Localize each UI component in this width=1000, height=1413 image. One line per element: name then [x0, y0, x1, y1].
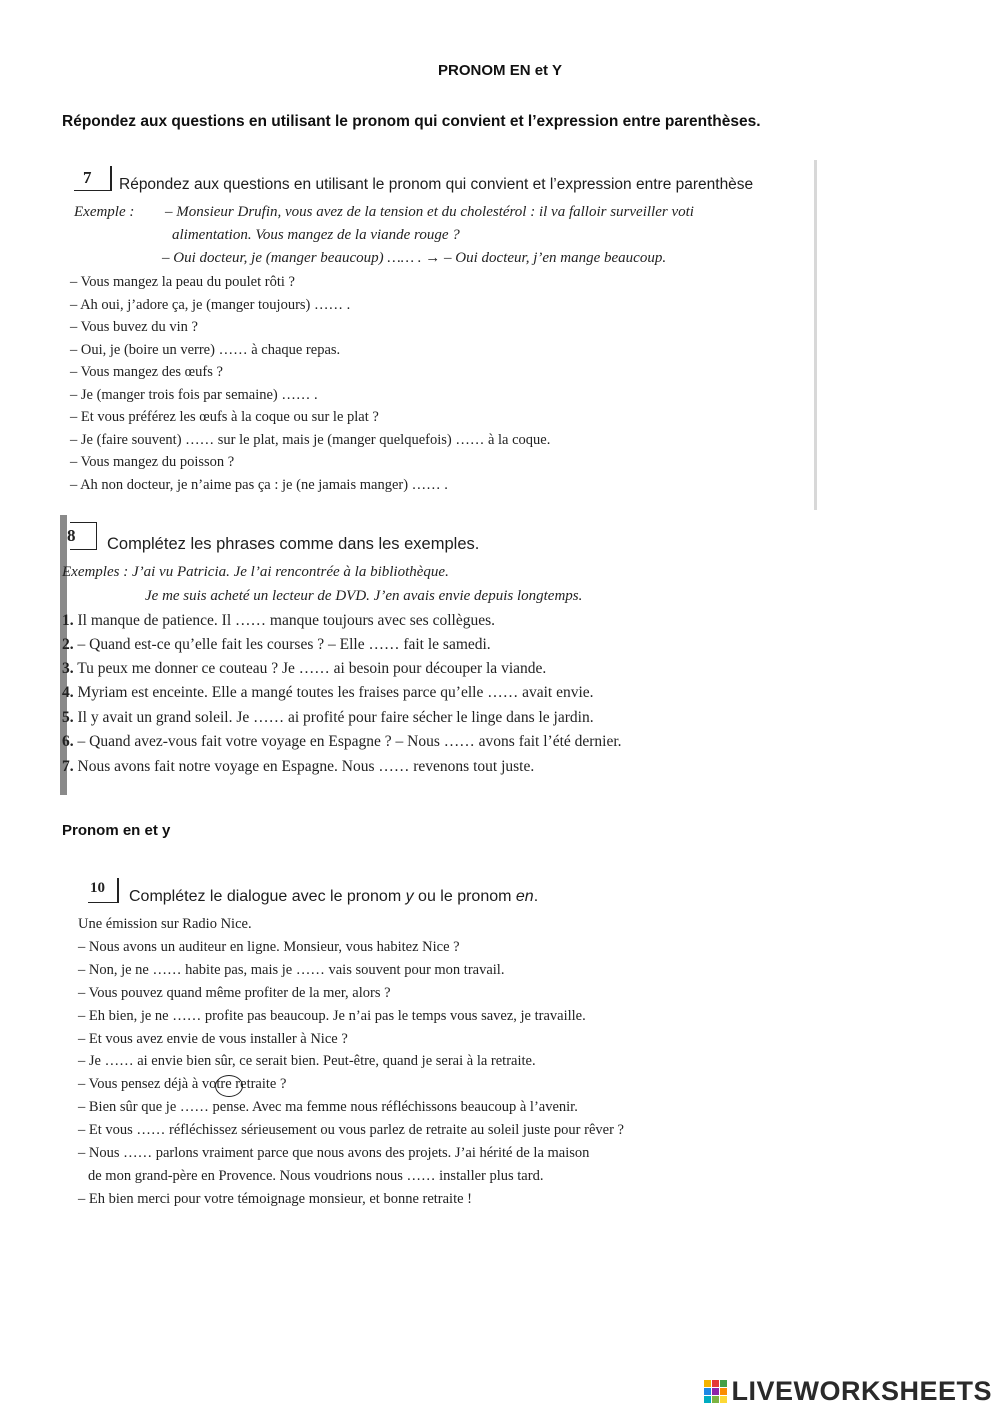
exercise-10-line: – Je …… ai envie bien sûr, ce serait bien. Peut-être, quand je serai à la retraite. [78, 1053, 536, 1069]
exercise-7-example-line: – Oui docteur, je (manger beaucoup) …… . → – Oui docteur, j’en mange beaucoup. [162, 250, 667, 266]
logo-square [704, 1380, 711, 1387]
exercise-10-heading-text: ou le pronom [413, 888, 516, 905]
exercise-10-line: – Vous pensez déjà à votre retraite ? [78, 1076, 287, 1092]
exercise-8-item [62, 636, 491, 654]
exercise-7-line: – Vous buvez du vin ? [70, 319, 198, 335]
exercise-7-line: – Je (manger trois fois par semaine) …… . [70, 387, 318, 403]
exercise-8-item-text: Myriam est enceinte. Elle a mangé toutes les fraises parce qu’elle …… avait envie. [77, 684, 594, 701]
exercise-8 [60, 515, 760, 795]
exercise-10-line: – Eh bien, je ne …… profite pas beaucoup. Je n’ai pas le temps vous savez, je travaille. [78, 1008, 586, 1024]
exercise-7 [62, 160, 822, 510]
logo-square [704, 1396, 711, 1403]
exercise-8-item-number: 1. [62, 612, 74, 629]
exercise-7-example-label: Exemple : [74, 204, 135, 220]
scan-left-bar [60, 515, 67, 795]
logo-text: LIVEWORKSHEETS [731, 1376, 992, 1406]
exercise-7-number-divider [110, 166, 112, 190]
exercise-10-heading-text: . [533, 888, 539, 905]
exercise-8-item-text: – Quand est-ce qu’elle fait les courses ? – Elle …… fait le samedi. [77, 636, 491, 653]
exercise-8-item [62, 660, 546, 678]
exercise-8-item-number: 3. [62, 660, 74, 677]
exercise-7-line: – Vous mangez des œufs ? [70, 364, 223, 380]
exercise-10-line: – Eh bien merci pour votre témoignage monsieur, et bonne retraite ! [78, 1191, 473, 1207]
exercise-8-item-number: 6. [62, 733, 74, 750]
exercise-8-item [62, 684, 594, 702]
page-instruction: Répondez aux questions en utilisant le pronom qui convient et l’expression entre parenthèses. [62, 113, 761, 130]
exercise-10-line: – Nous avons un auditeur en ligne. Monsieur, vous habitez Nice ? [78, 939, 460, 955]
exercise-8-item-number: 7. [62, 758, 74, 775]
exercise-7-line: – Ah oui, j’adore ça, je (manger toujours) …… . [70, 297, 351, 313]
exercise-10-line: – Non, je ne …… habite pas, mais je …… vais souvent pour mon travail. [78, 962, 505, 978]
exercise-10-number-box [88, 880, 118, 903]
exercise-7-number-box [74, 168, 112, 191]
exercise-8-number-box [67, 522, 97, 550]
exercise-7-line: – Vous mangez la peau du poulet rôti ? [70, 274, 295, 290]
section-subtitle: Pronom en et y [62, 822, 171, 839]
exercise-7-number: 7 [83, 168, 92, 187]
exercise-10-number: 10 [90, 880, 105, 896]
exercise-7-line: – Vous mangez du poisson ? [70, 454, 235, 470]
exercise-10-line: Une émission sur Radio Nice. [78, 916, 252, 932]
exercise-7-line: – Je (faire souvent) …… sur le plat, mais je (manger quelquefois) …… à la coque. [70, 432, 551, 448]
exercise-8-item-number: 4. [62, 684, 74, 701]
exercise-7-line: – Oui, je (boire un verre) …… à chaque repas. [70, 342, 341, 358]
exercise-8-item-text: – Quand avez-vous fait votre voyage en Espagne ? – Nous …… avons fait l’été dernier. [77, 733, 622, 750]
exercise-10-number-divider [117, 878, 119, 903]
exercise-8-item-text: Nous avons fait notre voyage en Espagne. Nous …… revenons tout juste. [77, 758, 535, 775]
scan-edge [814, 160, 817, 510]
logo-square [712, 1388, 719, 1395]
handwritten-circle-mark [215, 1075, 243, 1097]
exercise-10-heading [129, 888, 538, 906]
exercise-8-item [62, 733, 622, 751]
exercise-10-line: – Et vous …… réfléchissez sérieusement ou vous parlez de retraite au soleil juste pour rêver ? [78, 1122, 624, 1138]
exercise-8-item [62, 612, 495, 630]
logo-square [720, 1396, 727, 1403]
exercise-8-item-text: Il manque de patience. Il …… manque toujours avec ses collègues. [77, 612, 496, 629]
exercise-8-item-number: 5. [62, 709, 74, 726]
exercise-10 [74, 876, 804, 1216]
exercise-10-line: – Nous …… parlons vraiment parce que nous avons des projets. J’ai hérité de la maison [78, 1145, 590, 1161]
exercise-10-line: de mon grand-père en Provence. Nous voudrions nous …… installer plus tard. [88, 1168, 544, 1184]
exercise-10-heading-text: Complétez le dialogue avec le pronom [129, 888, 406, 905]
exercise-8-number: 8 [67, 526, 76, 545]
logo-icon [704, 1380, 727, 1403]
exercise-8-item-text: Il y avait un grand soleil. Je …… ai profité pour faire sécher le linge dans le jardin. [77, 709, 594, 726]
logo-square [712, 1380, 719, 1387]
exercise-7-heading: Répondez aux questions en utilisant le pronom qui convient et l’expression entre parenthèse [119, 176, 754, 193]
exercise-7-line: – Ah non docteur, je n’aime pas ça : je (ne jamais manger) …… . [70, 477, 448, 493]
exercise-8-item-number: 2. [62, 636, 74, 653]
logo-square [720, 1388, 727, 1395]
exercise-8-example-line: Je me suis acheté un lecteur de DVD. J’en avais envie depuis longtemps. [145, 588, 583, 604]
exercise-8-item [62, 758, 534, 776]
exercise-8-heading: Complétez les phrases comme dans les exemples. [107, 535, 480, 553]
exercise-8-example-line: Exemples : J’ai vu Patricia. Je l’ai rencontrée à la bibliothèque. [62, 564, 449, 580]
logo-square [712, 1396, 719, 1403]
exercise-10-heading-en: en [515, 888, 534, 905]
exercise-8-item [62, 709, 594, 727]
logo-square [704, 1388, 711, 1395]
page-title: PRONOM EN et Y [438, 62, 562, 79]
liveworksheets-logo[interactable] [704, 1376, 992, 1407]
exercise-10-heading-y: y [405, 888, 414, 905]
exercise-7-example-line: – Monsieur Drufin, vous avez de la tension et du cholestérol : il va falloir surveiller voti [165, 204, 694, 220]
exercise-10-line: – Et vous avez envie de vous installer à Nice ? [78, 1031, 348, 1047]
exercise-7-line: – Et vous préférez les œufs à la coque ou sur le plat ? [70, 409, 379, 425]
logo-square [720, 1380, 727, 1387]
exercise-8-item-text: Tu peux me donner ce couteau ? Je …… ai besoin pour découper la viande. [77, 660, 547, 677]
exercise-10-line: – Vous pouvez quand même profiter de la mer, alors ? [78, 985, 391, 1001]
exercise-7-example-line: alimentation. Vous mangez de la viande rouge ? [172, 227, 460, 243]
exercise-10-line: – Bien sûr que je …… pense. Avec ma femme nous réfléchissons beaucoup à l’avenir. [78, 1099, 578, 1115]
